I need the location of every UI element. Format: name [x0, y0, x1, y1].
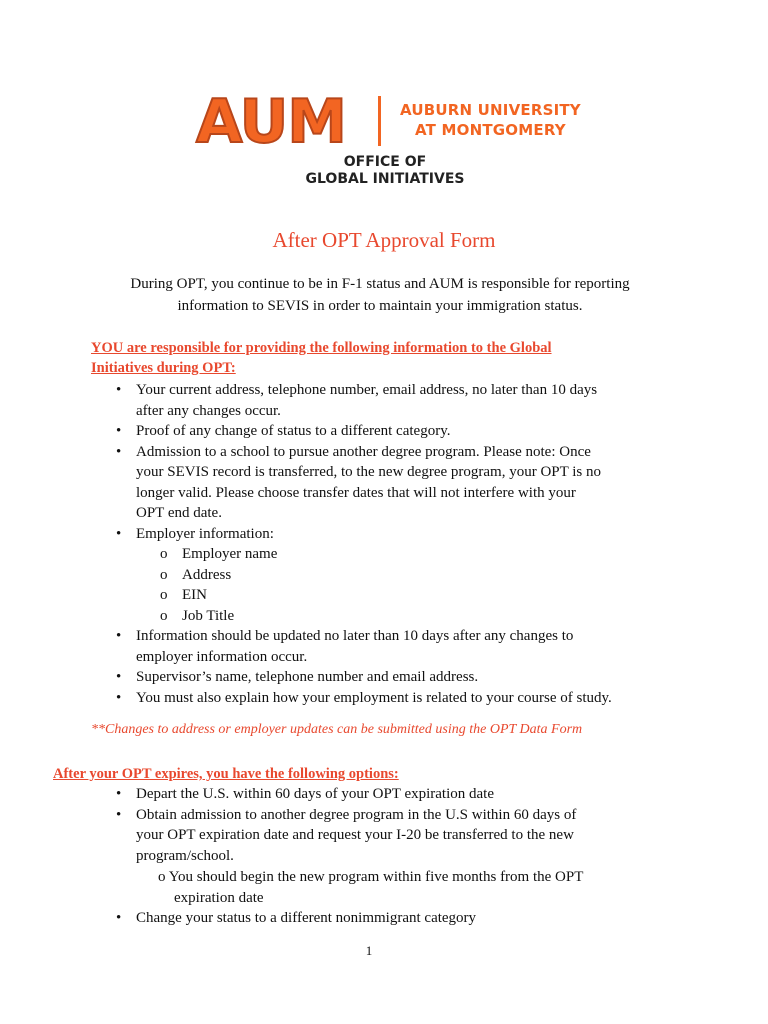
list-item: [110, 442, 710, 524]
bullet-icon: •: [116, 806, 122, 823]
list-item: [110, 421, 710, 442]
item-line: Supervisor’s name, telephone number and email address.: [136, 669, 479, 685]
logo-office-line1: OFFICE OF: [343, 154, 427, 170]
logo-wordmark: AUM: [196, 87, 347, 157]
list-item: [110, 626, 710, 667]
subitem-text: Address: [182, 566, 232, 583]
circle-bullet-icon: o: [160, 546, 168, 562]
item-line: Your current address, telephone number, email address, no later than 10 days: [136, 382, 598, 398]
expiration-options-heading: After your OPT expires, you have the following options:: [53, 766, 399, 782]
subnote-line: o You should begin the new program within five months from the OPT: [158, 869, 584, 885]
sublist-item: [136, 585, 710, 606]
page-number: 1: [365, 943, 373, 958]
sublist-item: [136, 565, 710, 586]
list-item: [110, 380, 710, 421]
bullet-icon: •: [116, 443, 122, 460]
item-line: OPT end date.: [136, 505, 222, 521]
aum-logo: [196, 87, 581, 192]
item-line: Obtain admission to another degree program in the U.S within 60 days of: [136, 806, 577, 823]
bullet-icon: •: [116, 910, 122, 926]
item-line: You must also explain how your employment is related to your course of study.: [136, 689, 612, 706]
bullet-icon: •: [116, 669, 122, 685]
sublist-item: [136, 544, 710, 565]
list-item: [110, 667, 710, 688]
logo-university-line1: AUBURN UNIVERSITY: [400, 101, 581, 119]
item-line: Employer information:: [136, 525, 274, 542]
intro-line: information to SEVIS in order to maintain your immigration status.: [177, 298, 583, 314]
bullet-icon: •: [116, 382, 122, 398]
sublist-item: [136, 606, 710, 627]
list-item: [110, 784, 710, 805]
item-line: program/school.: [136, 847, 234, 864]
intro-line: During OPT, you continue to be in F-1 status and AUM is responsible for reporting: [130, 276, 630, 292]
subitem-text: Job Title: [182, 607, 235, 624]
subitem-text: Employer name: [182, 546, 278, 562]
list-item: [110, 805, 710, 867]
logo-office-line2: GLOBAL INITIATIVES: [305, 171, 465, 187]
page-title: After OPT Approval Form: [272, 228, 496, 252]
data-form-note: **Changes to address or employer updates can be submitted using the OPT Data Form: [91, 722, 583, 737]
list-item: [110, 524, 710, 627]
responsibilities-heading: [91, 338, 552, 378]
item-line: employer information occur.: [136, 648, 308, 665]
logo-university-name: [400, 100, 581, 140]
subnote-line: expiration date: [174, 889, 264, 906]
expiration-options-list-continued: [110, 908, 710, 929]
bullet-icon: •: [116, 423, 122, 439]
employer-sublist: [136, 544, 710, 626]
bullet-icon: •: [116, 628, 122, 644]
item-line: after any changes occur.: [136, 402, 281, 419]
item-line: Depart the U.S. within 60 days of your OPT expiration date: [136, 786, 494, 802]
bullet-icon: •: [116, 689, 122, 706]
expiration-options-list: [110, 784, 710, 866]
circle-bullet-icon: o: [160, 587, 168, 603]
logo-university-line2: AT MONTGOMERY: [415, 121, 566, 139]
item-line: Admission to a school to pursue another degree program. Please note: Once: [136, 443, 591, 460]
heading-line: Initiatives during OPT:: [91, 360, 236, 376]
item-line: your OPT expiration date and request your I-20 be transferred to the new: [136, 827, 574, 843]
circle-bullet-icon: o: [160, 607, 168, 624]
item-line: your SEVIS record is transferred, to the new degree program, your OPT is no: [136, 464, 602, 480]
responsibilities-list: [110, 380, 710, 708]
logo-office-name: [300, 154, 470, 188]
bullet-icon: •: [116, 786, 122, 802]
item-line: Information should be updated no later than 10 days after any changes to: [136, 628, 574, 644]
item-line: Change your status to a different nonimmigrant category: [136, 910, 477, 926]
circle-bullet-icon: o: [160, 566, 168, 583]
list-item: [110, 908, 710, 929]
item-line: Proof of any change of status to a different category.: [136, 423, 451, 439]
intro-paragraph: [80, 273, 680, 317]
bullet-icon: •: [116, 525, 122, 542]
item-line: longer valid. Please choose transfer dates that will not interfere with your: [136, 484, 576, 501]
heading-line: YOU are responsible for providing the following information to the Global: [91, 340, 552, 356]
list-item: [110, 688, 710, 709]
new-program-subnote: [158, 867, 678, 908]
logo-divider: [378, 96, 381, 146]
subitem-text: EIN: [182, 587, 207, 603]
